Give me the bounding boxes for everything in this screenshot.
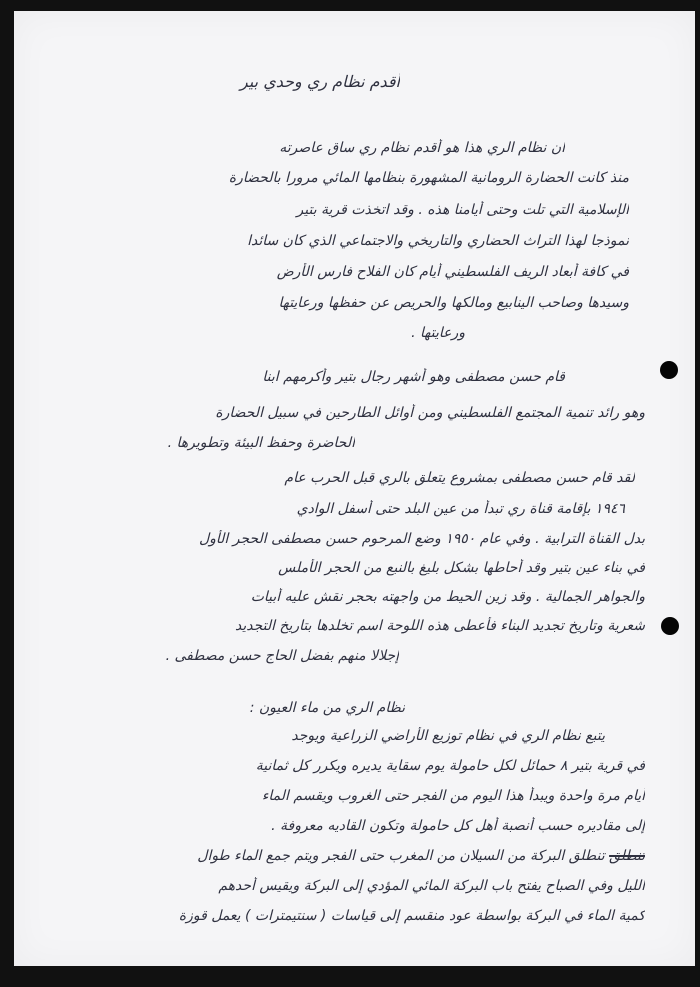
handwritten-text: [14, 11, 695, 966]
paragraph-3-line-3: بدل القناة الترابية . وفي عام ١٩٥٠ وضع المرحوم حسن مصطفى الحجر الأول: [198, 531, 645, 547]
paragraph-3-line-4: في بناء عين بتير وقد أحاطها بشكل بليغ بالنبع من الحجر الأملس: [278, 560, 645, 576]
paragraph-4-line-3: أيام مرة واحدة ويبدأ هذا اليوم من الفجر حتى الغروب ويقسم الماء: [261, 788, 645, 804]
paragraph-1-line-1: ان نظام الري هذا هو أقدم نظام ري ساق عاصرته: [279, 140, 565, 156]
paragraph-2-line-2: وهو رائد تنمية المجتمع الفلسطيني ومن أوائل الطارحين في سبيل الحضارة: [215, 405, 645, 421]
paragraph-3-line-6: شعرية وتاريخ تجديد البناء فأعطى هذه اللوحة اسم تخلدها بتاريخ التجديد: [234, 618, 645, 634]
paragraph-3-line-7: إجلالا منهم بفضل الحاج حسن مصطفى .: [165, 648, 399, 664]
document-title: أقدم نظام ري وحدي بير: [240, 73, 400, 91]
paragraph-2-line-3: الحاضرة وحفظ البيئة وتطويرها .: [167, 435, 355, 451]
paragraph-4-line-5: [35, 847, 645, 865]
paragraph-1-line-7: ورعايتها .: [411, 325, 465, 341]
paragraph-3-line-1: لقد قام حسن مصطفى بمشروع يتعلق بالري قبل الحرب عام: [284, 470, 635, 486]
paragraph-4-line-5-text: تنطلق البركة من السيلان من المغرب حتى الفجر ويتم جمع الماء طوال: [197, 848, 605, 864]
paragraph-4-line-6: الليل وفي الصباح يفتح باب البركة المائي المؤدي إلى البركة ويقيس أحدهم: [218, 878, 645, 894]
paragraph-1-line-5: في كافة أبعاد الريف الفلسطيني أيام كان الفلاح فارس الأرض: [276, 264, 629, 280]
paragraph-1-line-3: الإسلامية التي تلت وحتى أيامنا هذه . وقد اتخذت قرية بتير: [296, 202, 629, 218]
section-heading: نظام الري من ماء العيون :: [249, 700, 405, 716]
paragraph-4-line-4: إلى مقاديره حسب أنصبة أهل كل حامولة وتكون القاديه معروفة .: [271, 818, 645, 834]
paragraph-4-line-7: كمية الماء في البركة بواسطة عود منقسم إلى قياسات ( سنتيمترات ) يعمل قوزة: [178, 908, 645, 924]
paragraph-3-line-2: ١٩٤٦ بإقامة قناة ري تبدأ من عين البلد حتى أسفل الوادي: [296, 501, 625, 517]
paragraph-4-line-1: يتبع نظام الري في نظام توزيع الأراضي الزراعية ويوجد: [291, 728, 605, 744]
paragraph-4-line-2: في قرية بتير ٨ حمائل لكل حامولة يوم سقاية يديره ويكرر كل ثمانية: [255, 758, 645, 774]
paragraph-1-line-4: نموذجا لهذا التراث الحضاري والتاريخي والاجتماعي الذي كان سائدا: [247, 233, 629, 249]
paragraph-3-line-5: والجواهر الجمالية . وقد زين الحيط من واجهته بحجر نقش عليه أبيات: [250, 589, 645, 605]
paragraph-1-line-2: منذ كانت الحضارة الرومانية المشهورة بنظامها المائي مرورا بالحضارة: [228, 170, 629, 186]
struck-out-word: تنطلق: [609, 848, 645, 864]
paragraph-2-line-1: قام حسن مصطفى وهو أشهر رجال بتير وأكرمهم ابنا: [262, 369, 565, 385]
paper-sheet: [14, 11, 695, 966]
paragraph-1-line-6: وسيدها وصاحب الينابيع ومالكها والحريص عن حفظها ورعايتها: [278, 295, 629, 311]
